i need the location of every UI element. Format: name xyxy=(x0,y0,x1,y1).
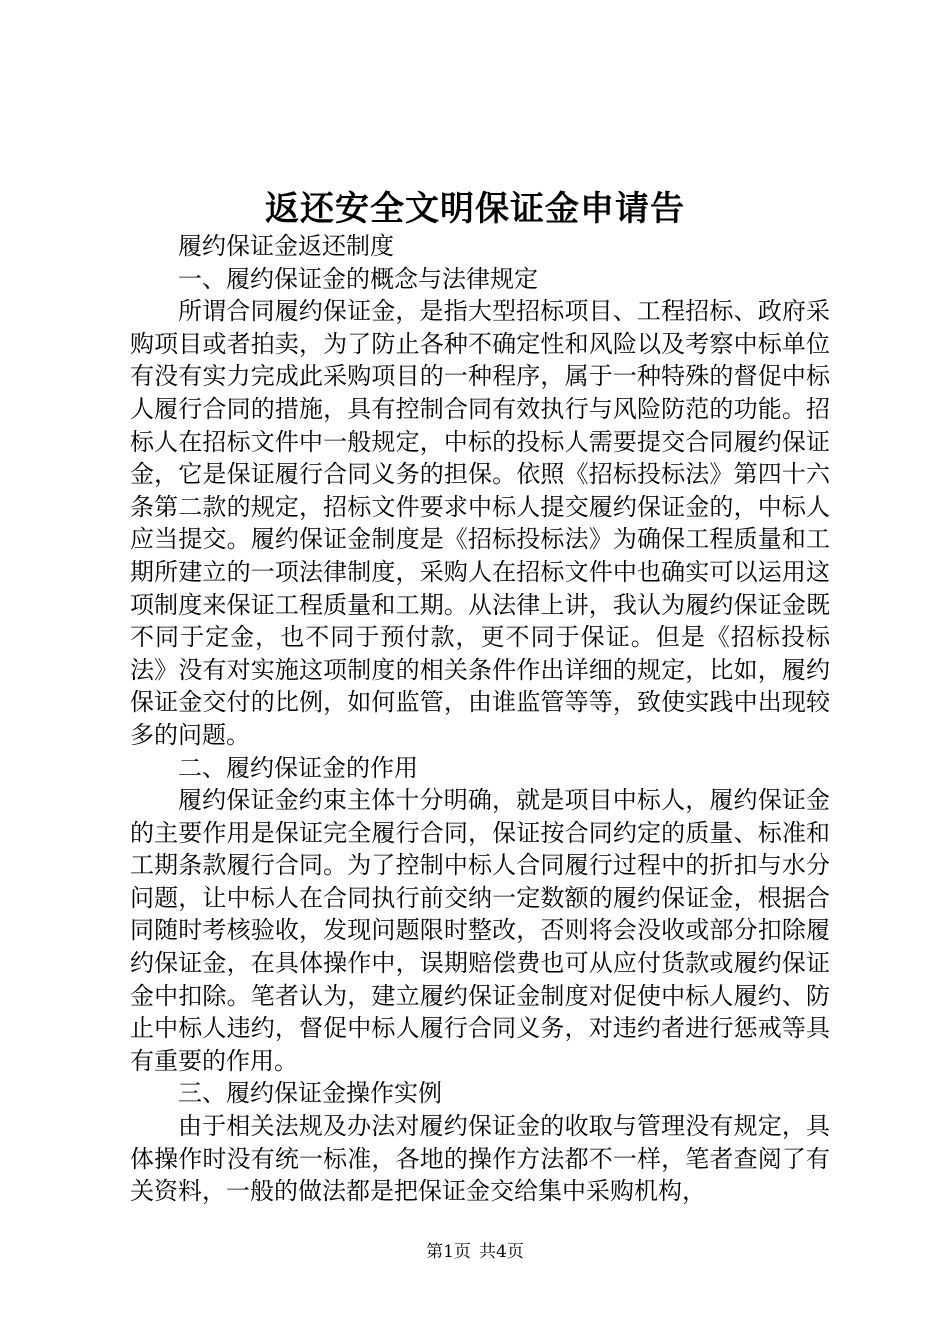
paragraph-subtitle: 履约保证金返还制度 xyxy=(178,232,394,260)
document-body xyxy=(130,230,830,1208)
section-heading-3: 三、履约保证金操作实例 xyxy=(178,1079,442,1108)
page-total: 共4页 xyxy=(479,1242,524,1262)
paragraph-concept: 所谓合同履约保证金，是指大型招标项目、工程招标、政府采购项目或者拍卖，为了防止各种不确定性和风险以及考察中标单位有没有实力完成此采购项目的一种程序，属于一种特殊的督促中标人履行合同的措施，具有控制合同有效执行与风险防范的功能。招标人在招标文件中一般规定，中标的投标人需要提交合同履约保证金，它是保证履行合同义务的担保。依照《招标投标法》第四十六条第二款的规定，招标文件要求中标人提交履约保证金的，中标人应当提交。履约保证金制度是《招标投标法》为确保工程质量和工期所建立的一项法律制度，采购人在招标文件中也确实可以运用这项制度来保证工程质量和工期。从法律上讲，我认为履约保证金既不同于定金，也不同于预付款，更不同于保证。但是《招标投标法》没有对实施这项制度的相关条件作出详细的规定，比如，履约保证金交付的比例，如何监管，由谁监管等等，致使实践中出现较多的问题。 xyxy=(130,297,830,749)
page-number: 第1页 xyxy=(426,1242,471,1262)
section-heading-1: 一、履约保证金的概念与法律规定 xyxy=(178,264,538,293)
section-heading-2: 二、履约保证金的作用 xyxy=(178,753,418,782)
paragraph-function: 履约保证金约束主体十分明确，就是项目中标人，履约保证金的主要作用是保证完全履行合同，保证按合同约定的质量、标准和工期条款履行合同。为了控制中标人合同履行过程中的折扣与水分问题，让中标人在合同执行前交纳一定数额的履约保证金，根据合同随时考核验收，发现问题限时整改，否则将会没收或部分扣除履约保证金，在具体操作中，误期赔偿费也可从应付货款或履约保证金中扣除。笔者认为，建立履约保证金制度对促使中标人履约、防止中标人违约，督促中标人履行合同义务，对违约者进行惩戒等具有重要的作用。 xyxy=(130,786,830,1075)
page-footer xyxy=(0,1240,950,1264)
paragraph-practice: 由于相关法规及办法对履约保证金的收取与管理没有规定，具体操作时没有统一标准，各地的操作方法都不一样，笔者查阅了有关资料，一般的做法都是把保证金交给集中采购机构， xyxy=(130,1112,830,1206)
document-title: 返还安全文明保证金申请告 xyxy=(265,189,685,229)
